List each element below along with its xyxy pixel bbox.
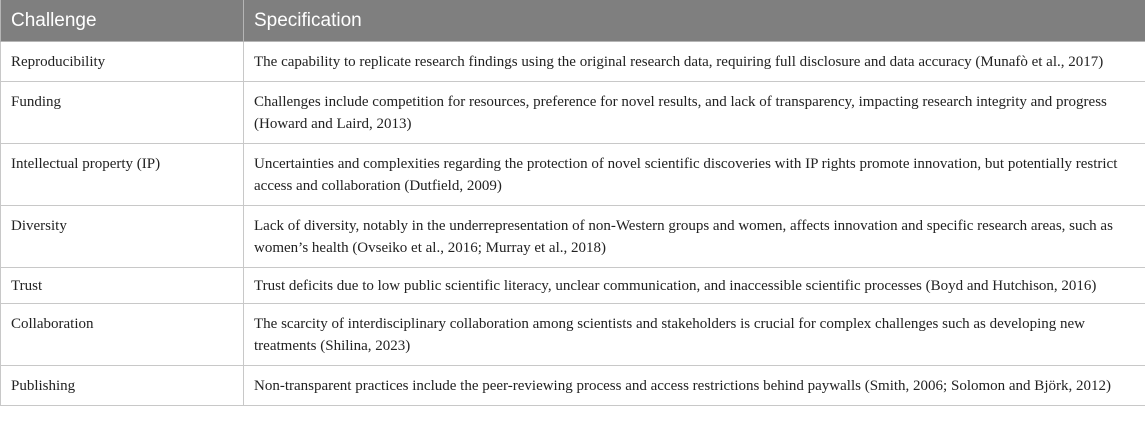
column-header-specification: Specification bbox=[244, 0, 1145, 42]
challenge-cell: Funding bbox=[1, 82, 244, 144]
table-row bbox=[1, 144, 1145, 206]
header-row bbox=[1, 0, 1145, 42]
table-row bbox=[1, 268, 1145, 304]
table-row bbox=[1, 42, 1145, 82]
specification-cell: Lack of diversity, notably in the underrepresentation of non-Western groups and women, affects innovation and specific research areas, such as women’s health (Ovseiko et al., 2016; Murray et al., 2018) bbox=[244, 206, 1145, 268]
table-row bbox=[1, 82, 1145, 144]
specification-cell: The capability to replicate research findings using the original research data, requiring full disclosure and data accuracy (Munafò et al., 2017) bbox=[244, 42, 1145, 82]
challenge-cell: Publishing bbox=[1, 366, 244, 406]
challenge-cell: Trust bbox=[1, 268, 244, 304]
challenge-cell: Collaboration bbox=[1, 304, 244, 366]
table-row bbox=[1, 304, 1145, 366]
challenge-cell: Intellectual property (IP) bbox=[1, 144, 244, 206]
table-header bbox=[1, 0, 1145, 42]
specification-cell: The scarcity of interdisciplinary collaboration among scientists and stakeholders is crucial for complex challenges such as developing new treatments (Shilina, 2023) bbox=[244, 304, 1145, 366]
table-row bbox=[1, 206, 1145, 268]
specification-cell: Non-transparent practices include the peer-reviewing process and access restrictions behind paywalls (Smith, 2006; Solomon and Björk, 2012) bbox=[244, 366, 1145, 406]
challenge-cell: Diversity bbox=[1, 206, 244, 268]
column-header-challenge: Challenge bbox=[1, 0, 244, 42]
specification-cell: Uncertainties and complexities regarding the protection of novel scientific discoveries with IP rights promote innovation, but potentially restrict access and collaboration (Dutfield, 2009) bbox=[244, 144, 1145, 206]
table-row bbox=[1, 366, 1145, 406]
challenge-cell: Reproducibility bbox=[1, 42, 244, 82]
specification-cell: Trust deficits due to low public scientific literacy, unclear communication, and inaccessible scientific processes (Boyd and Hutchison, 2016) bbox=[244, 268, 1145, 304]
specification-cell: Challenges include competition for resources, preference for novel results, and lack of transparency, impacting research integrity and progress (Howard and Laird, 2013) bbox=[244, 82, 1145, 144]
table-body bbox=[1, 42, 1145, 406]
